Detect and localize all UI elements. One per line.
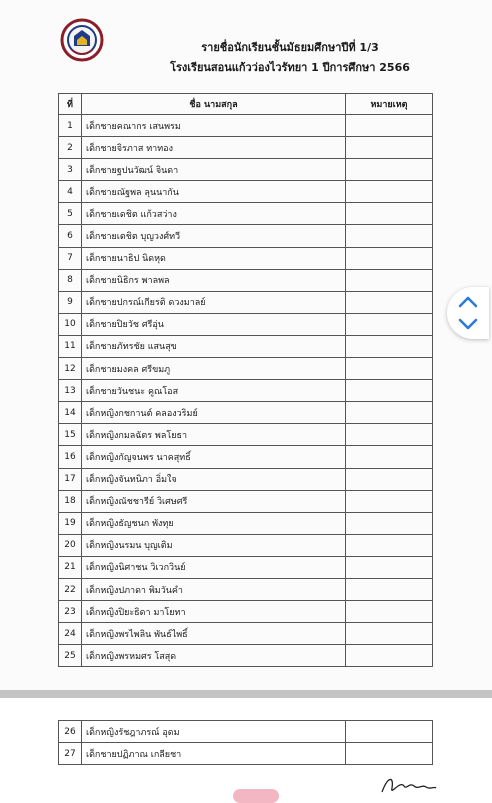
table-row — [59, 225, 433, 247]
row-number: 19 — [59, 512, 82, 534]
row-number: 9 — [59, 291, 82, 313]
student-name: เด็กชายภัทรชัย แสนสุข — [82, 335, 346, 357]
table-row — [59, 743, 433, 765]
signature-mark — [378, 772, 438, 798]
student-name: เด็กชายปฏิภาณ เกลียชา — [82, 743, 346, 765]
student-name: เด็กหญิงนิศาชน วิเวกวินย์ — [82, 556, 346, 578]
note-cell — [346, 159, 433, 181]
note-cell — [346, 468, 433, 490]
note-cell — [346, 247, 433, 269]
header-note: หมายเหตุ — [346, 94, 433, 115]
note-cell — [346, 578, 433, 600]
note-cell — [346, 402, 433, 424]
table-row — [59, 468, 433, 490]
note-cell — [346, 137, 433, 159]
row-number: 14 — [59, 402, 82, 424]
row-number: 21 — [59, 556, 82, 578]
row-number: 20 — [59, 534, 82, 556]
student-roster-table — [58, 93, 433, 667]
table-row — [59, 601, 433, 623]
table-row — [59, 291, 433, 313]
row-number: 8 — [59, 269, 82, 291]
student-name: เด็กชายนาธิป นิดหุด — [82, 247, 346, 269]
student-name: เด็กชายฐปนวัฒน์ จินดา — [82, 159, 346, 181]
row-number: 22 — [59, 578, 82, 600]
note-cell — [346, 291, 433, 313]
row-number: 27 — [59, 743, 82, 765]
note-cell — [346, 380, 433, 402]
table-row — [59, 358, 433, 380]
table-row — [59, 115, 433, 137]
table-row — [59, 137, 433, 159]
table-row — [59, 203, 433, 225]
student-name: เด็กหญิงธัญชนก พังทุย — [82, 512, 346, 534]
row-number: 13 — [59, 380, 82, 402]
note-cell — [346, 424, 433, 446]
row-number: 24 — [59, 623, 82, 645]
row-number: 7 — [59, 247, 82, 269]
note-cell — [346, 269, 433, 291]
table-row — [59, 247, 433, 269]
note-cell — [346, 512, 433, 534]
table-row — [59, 159, 433, 181]
note-cell — [346, 446, 433, 468]
note-cell — [346, 743, 433, 765]
row-number: 25 — [59, 645, 82, 667]
header-number: ที่ — [59, 94, 82, 115]
note-cell — [346, 490, 433, 512]
table-row — [59, 534, 433, 556]
table-row — [59, 623, 433, 645]
document-title: รายชื่อนักเรียนชั้นมัธยมศึกษาปีที่ 1/3 — [201, 41, 379, 54]
note-cell — [346, 335, 433, 357]
student-name: เด็กหญิงปิยะธิดา มาโยทา — [82, 601, 346, 623]
table-row — [59, 645, 433, 667]
student-name: เด็กหญิงกมลฉัตร พลโยธา — [82, 424, 346, 446]
table-row — [59, 512, 433, 534]
header-name: ชื่อ นามสกุล — [82, 94, 346, 115]
row-number: 23 — [59, 601, 82, 623]
table-row — [59, 402, 433, 424]
note-cell — [346, 601, 433, 623]
note-cell — [346, 313, 433, 335]
table-row — [59, 269, 433, 291]
note-cell — [346, 534, 433, 556]
student-name: เด็กชายวันชนะ คูณโอส — [82, 380, 346, 402]
table-row — [59, 578, 433, 600]
student-name: เด็กหญิงกัญจนพร นาคสุทธิ์ — [82, 446, 346, 468]
row-number: 16 — [59, 446, 82, 468]
student-name: เด็กชายปิยวัช ศรีอุ่น — [82, 313, 346, 335]
row-number: 26 — [59, 721, 82, 743]
student-name: เด็กหญิงกชกานต์ คลองวริมย์ — [82, 402, 346, 424]
row-number: 17 — [59, 468, 82, 490]
student-name: เด็กชายนิธิกร พาลพล — [82, 269, 346, 291]
student-name: เด็กชายปกรณ์เกียรติ ดวงมาลย์ — [82, 291, 346, 313]
student-name: เด็กชายเดชิต แก้วสว่าง — [82, 203, 346, 225]
student-name: เด็กหญิงนรมน บุญเติม — [82, 534, 346, 556]
note-cell — [346, 623, 433, 645]
row-number: 11 — [59, 335, 82, 357]
student-name: เด็กหญิงปภาดา พิมวันคำ — [82, 578, 346, 600]
student-name: เด็กชายจิรภาส ทาทอง — [82, 137, 346, 159]
page-divider — [0, 690, 492, 698]
row-number: 2 — [59, 137, 82, 159]
table-row — [59, 335, 433, 357]
student-name: เด็กหญิงพรไพลิน พันธ์ไพธิ์ — [82, 623, 346, 645]
student-name: เด็กชายคณากร เสนพรม — [82, 115, 346, 137]
row-number: 15 — [59, 424, 82, 446]
row-number: 4 — [59, 181, 82, 203]
table-row — [59, 490, 433, 512]
row-number: 6 — [59, 225, 82, 247]
note-cell — [346, 556, 433, 578]
table-row — [59, 446, 433, 468]
student-name: เด็กหญิงรัชฎาภรณ์ อุดม — [82, 721, 346, 743]
student-name: เด็กหญิงพรหมศร โสสุด — [82, 645, 346, 667]
note-cell — [346, 203, 433, 225]
document-page-2 — [0, 698, 492, 800]
note-cell — [346, 721, 433, 743]
student-name: เด็กชายเตชิต บุญวงศ์ทวี — [82, 225, 346, 247]
note-cell — [346, 358, 433, 380]
chevron-down-icon[interactable] — [457, 317, 479, 331]
student-name: เด็กชายณัฐพล ลุนนากัน — [82, 181, 346, 203]
document-subtitle: โรงเรียนสอนแก้วว่องไวรัทยา 1 ปีการศึกษา 2566 — [170, 61, 410, 74]
table-row — [59, 721, 433, 743]
student-name: เด็กชายมงคล ศรีขมภู — [82, 358, 346, 380]
row-number: 12 — [59, 358, 82, 380]
note-cell — [346, 181, 433, 203]
row-number: 3 — [59, 159, 82, 181]
student-roster-table-continued — [58, 720, 433, 765]
table-row — [59, 556, 433, 578]
table-header-row — [59, 94, 433, 115]
school-logo-icon — [60, 18, 104, 62]
student-name: เด็กหญิงณัชชารีย์ วิเศษศรี — [82, 490, 346, 512]
row-number: 10 — [59, 313, 82, 335]
note-cell — [346, 645, 433, 667]
row-number: 18 — [59, 490, 82, 512]
row-number: 5 — [59, 203, 82, 225]
chevron-up-icon[interactable] — [457, 295, 479, 309]
note-cell — [346, 115, 433, 137]
student-name: เด็กหญิงจันทนิภา อิ่มใจ — [82, 468, 346, 490]
row-number: 1 — [59, 115, 82, 137]
table-row — [59, 380, 433, 402]
page-indicator-badge — [233, 789, 279, 803]
note-cell — [346, 225, 433, 247]
table-row — [59, 424, 433, 446]
table-row — [59, 181, 433, 203]
table-row — [59, 313, 433, 335]
